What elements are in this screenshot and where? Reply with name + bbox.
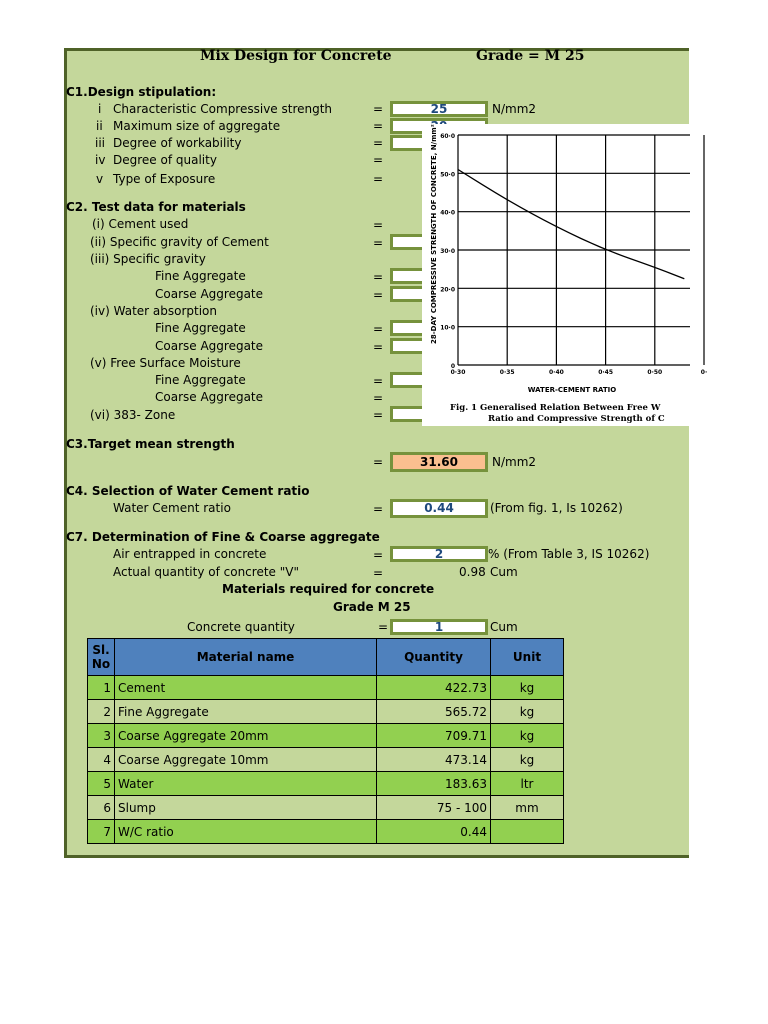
actual-qty-unit: Cum [490,565,518,579]
material-cell: Water [115,772,377,796]
sg-label: (iii) Specific gravity [90,252,206,266]
quantity-cell: 183.63 [377,772,491,796]
y-axis-label: 28-DAY COMPRESSIVE STRENGTH OF CONCRETE, N/mm² [430,124,438,344]
table-row [88,796,564,820]
material-cell: Cement [115,676,377,700]
material-cell: Fine Aggregate [115,700,377,724]
equals-sign: = [373,391,384,405]
table-row [88,820,564,844]
quantity-cell: 709.71 [377,724,491,748]
wa-coarse-label: Coarse Aggregate [155,339,264,353]
c1-item-num: v [96,172,104,186]
col-quantity: Quantity [377,639,491,676]
col-sl: Sl. No [88,639,115,676]
c1-item-num: i [98,102,102,116]
quantity-cell: 565.72 [377,700,491,724]
equals-sign: = [378,620,389,634]
target-strength-value: 31.60 [390,452,488,472]
c1-item-label: Degree of workability [113,136,242,150]
unit-label: N/mm2 [492,455,537,469]
sl-cell: 4 [88,748,115,772]
figure-caption-line1: Fig. 1 Generalised Relation Between Free W [450,403,661,413]
x-tick-label: 0·40 [548,369,564,376]
equals-sign: = [373,172,384,186]
col-material: Material name [115,639,377,676]
actual-qty-label: Actual quantity of concrete "V" [113,565,299,579]
equals-sign: = [373,548,384,562]
air-note: % (From Table 3, IS 10262) [488,547,650,561]
cement-used-label: (i) Cement used [92,217,189,231]
equals-sign: = [373,236,384,250]
equals-sign: = [373,566,384,580]
y-tick-label: 30·0 [440,248,455,255]
unit-label: N/mm2 [492,102,537,116]
y-tick-label: 20·0 [440,286,455,294]
unit-cell [491,820,564,844]
table-header-row [88,639,564,676]
equals-sign: = [373,270,384,284]
concrete-qty-unit: Cum [490,620,518,634]
y-tick-label: 10·0 [440,324,455,332]
grade-title: Grade = M 25 [476,48,585,64]
sg-coarse-label: Coarse Aggregate [155,287,264,301]
sl-cell: 1 [88,676,115,700]
sg-cement-label: (ii) Specific gravity of Cement [90,235,269,249]
sl-cell: 2 [88,700,115,724]
equals-sign: = [373,374,384,388]
c3-heading: C3.Target mean strength [66,437,235,451]
page-title: Mix Design for Concrete [200,48,392,64]
wc-ratio-label: Water Cement ratio [113,501,231,515]
equals-sign: = [373,218,384,232]
sl-cell: 6 [88,796,115,820]
c2-heading: C2. Test data for materials [66,200,246,214]
unit-cell: kg [491,700,564,724]
c4-heading: C4. Selection of Water Cement ratio [66,484,310,498]
wa-fine-label: Fine Aggregate [155,321,246,335]
x-tick-label: 0·35 [499,369,515,376]
table-row [88,676,564,700]
x-axis-label: WATER-CEMENT RATIO [527,386,617,394]
quantity-cell: 0.44 [377,820,491,844]
y-tick-label: 0 [450,363,455,370]
unit-cell: kg [491,676,564,700]
y-tick-label: 50·0 [440,171,455,179]
equals-sign: = [373,322,384,336]
unit-cell: mm [491,796,564,820]
c1-item-label: Characteristic Compressive strength [113,102,333,116]
equals-sign: = [373,340,384,354]
quantity-cell: 75 - 100 [377,796,491,820]
y-tick-label: 40·0 [440,209,455,217]
materials-heading: Materials required for concrete [222,582,435,596]
strength-curve [458,170,684,279]
chart [422,124,708,426]
materials-table [87,638,564,844]
material-cell: Coarse Aggregate 20mm [115,724,377,748]
concrete-qty-input[interactable]: 1 [390,619,488,635]
moisture-label: (v) Free Surface Moisture [90,356,241,370]
concrete-qty-label: Concrete quantity [187,620,295,634]
equals-sign: = [373,288,384,302]
y-tick-label: 60·0 [440,133,455,140]
equals-sign: = [373,102,384,116]
c1-item-num: ii [96,119,103,133]
quantity-cell: 473.14 [377,748,491,772]
c1-item-label: Maximum size of aggregate [113,119,281,133]
unit-cell: kg [491,748,564,772]
material-cell: Slump [115,796,377,820]
material-cell: Coarse Aggregate 10mm [115,748,377,772]
x-tick-label: 0· [700,369,708,376]
quantity-cell: 422.73 [377,676,491,700]
table-row [88,724,564,748]
equals-sign: = [373,153,384,167]
x-tick-label: 0·45 [598,369,614,376]
sl-cell: 3 [88,724,115,748]
air-label: Air entrapped in concrete [113,547,267,561]
wc-ratio-note: (From fig. 1, Is 10262) [490,501,623,515]
materials-grade: Grade M 25 [333,600,411,614]
moisture-coarse-label: Coarse Aggregate [155,390,264,404]
unit-cell: ltr [491,772,564,796]
c1-item-num: iv [95,153,106,167]
sl-cell: 5 [88,772,115,796]
material-cell: W/C ratio [115,820,377,844]
table-row [88,700,564,724]
table-row [88,748,564,772]
c1-heading: C1.Design stipulation: [66,85,217,99]
sg-fine-label: Fine Aggregate [155,269,246,283]
x-tick-label: 0·30 [450,369,466,376]
moisture-fine-label: Fine Aggregate [155,373,246,387]
x-tick-label: 0·50 [647,369,663,376]
actual-qty-value: 0.98 [459,565,486,579]
equals-sign: = [373,119,384,133]
strength-wc-figure [422,124,708,426]
compressive-strength-input[interactable]: 25 [390,101,488,117]
c1-item-num: iii [95,136,106,150]
wc-ratio-input[interactable]: 0.44 [390,499,488,518]
equals-sign: = [373,136,384,150]
water-absorption-label: (iv) Water absorption [90,304,218,318]
air-entrapped-input[interactable]: 2 [390,546,488,562]
table-row [88,772,564,796]
c1-item-label: Type of Exposure [113,172,216,186]
figure-caption-line2: Ratio and Compressive Strength of C [488,414,665,424]
c7-heading: C7. Determination of Fine & Coarse aggregate [66,530,380,544]
equals-sign: = [373,502,384,516]
sl-cell: 7 [88,820,115,844]
equals-sign: = [373,455,384,469]
equals-sign: = [373,408,384,422]
c1-item-label: Degree of quality [113,153,217,167]
col-unit: Unit [491,639,564,676]
zone-label: (vi) 383- Zone [90,408,176,422]
unit-cell: kg [491,724,564,748]
